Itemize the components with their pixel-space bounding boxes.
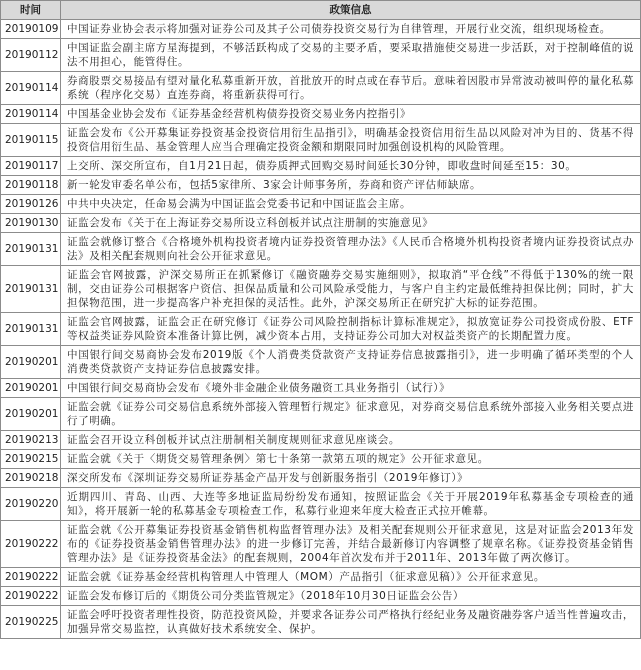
row-policy-text: 证监会发布《公开募集证券投资基金投资信用衍生品指引》，明确基金投资信用衍生品以风险对冲为目的、货基不得投资信用衍生品、基金管理人应当合理确定投资金额和期限同时加强创设机构的风险管理。	[61, 124, 641, 157]
row-policy-text: 证监会发布《关于在上海证券交易所设立科创板并试点注册制的实施意见》	[61, 214, 641, 233]
table-row	[1, 379, 641, 398]
row-policy-text: 深交所发布《深圳证券交易所证券基金产品开发与创新服务指引（2019年修订）》	[61, 469, 641, 488]
row-date: 20190218	[1, 469, 61, 488]
row-date: 20190222	[1, 587, 61, 606]
row-policy-text: 证监会官网披露，证监会正在研究修订《证券公司风险控制指标计算标准规定》，拟放宽证券公司投资成份股、ETF等权益类证券风险资本准备计算比例，减少资本占用，支持证券公司加大对权益类资产的长期配置力度。	[61, 313, 641, 346]
row-date: 20190117	[1, 157, 61, 176]
row-policy-text: 上交所、深交所宣布，自1月21日起，债券质押式回购交易时间延长30分钟，即收盘时间延至15：30。	[61, 157, 641, 176]
row-policy-text: 证监会就修订整合《合格境外机构投资者境内证券投资管理办法》《人民币合格境外机构投资者境内证券投资试点办法》及相关配套规则向社会公开征求意见。	[61, 233, 641, 266]
row-date: 20190130	[1, 214, 61, 233]
row-date: 20190109	[1, 20, 61, 39]
row-date: 20190131	[1, 233, 61, 266]
row-policy-text: 中国证监会副主席方星海提到，不够活跃构成了交易的主要矛盾，要采取措施使交易进一步活跃，对于控制峰值的说法不用担心，能管得住。	[61, 39, 641, 72]
row-date: 20190215	[1, 450, 61, 469]
row-date: 20190114	[1, 72, 61, 105]
row-policy-text: 新一轮发审委名单公布，包括5家律所、3家会计师事务所，券商和资产评估师缺席。	[61, 176, 641, 195]
table-row	[1, 233, 641, 266]
table-row	[1, 521, 641, 568]
table-row	[1, 105, 641, 124]
row-date: 20190112	[1, 39, 61, 72]
date-header: 时间	[1, 1, 61, 20]
row-date: 20190201	[1, 398, 61, 431]
table-row	[1, 157, 641, 176]
table-row	[1, 431, 641, 450]
row-policy-text: 中国基金业协会发布《证券基金经营机构债券投资交易业务内控指引》	[61, 105, 641, 124]
table-row	[1, 606, 641, 639]
row-date: 20190225	[1, 606, 61, 639]
table-row	[1, 587, 641, 606]
table-row	[1, 469, 641, 488]
table-row	[1, 450, 641, 469]
table-row	[1, 195, 641, 214]
row-policy-text: 中国证券业协会表示将加强对证券公司及其子公司债券投资交易行为自律管理，开展行业交流，组织现场检查。	[61, 20, 641, 39]
row-policy-text: 证监会就《证券基金经营机构管理人中管理人（MOM）产品指引（征求意见稿）》公开征求意见。	[61, 568, 641, 587]
row-date: 20190126	[1, 195, 61, 214]
row-date: 20190201	[1, 346, 61, 379]
row-date: 20190131	[1, 266, 61, 313]
row-date: 20190222	[1, 568, 61, 587]
table-row	[1, 568, 641, 587]
table-row	[1, 313, 641, 346]
row-policy-text: 证监会发布修订后的《期货公司分类监管规定》（2018年10月30日证监会公告）	[61, 587, 641, 606]
row-date: 20190115	[1, 124, 61, 157]
table-row	[1, 214, 641, 233]
row-policy-text: 券商股票交易接品有望对量化私募重新开放，首批放开的时点或在春节后。意味着因股市异常波动被叫停的量化私募系统（程序化交易）直连券商，将重新获得可行。	[61, 72, 641, 105]
row-date: 20190213	[1, 431, 61, 450]
table-row	[1, 20, 641, 39]
row-policy-text: 中国银行间交易商协会发布2019版《个人消费类贷款资产支持证券信息披露指引》，进一步明确了循环类型的个人消费类贷款资产支持证券信息披露安排。	[61, 346, 641, 379]
table-row	[1, 72, 641, 105]
header-row	[1, 1, 641, 20]
row-date: 20190201	[1, 379, 61, 398]
info-header: 政策信息	[61, 1, 641, 20]
table-row	[1, 266, 641, 313]
row-policy-text: 中共中央决定，任命易会满为中国证监会党委书记和中国证监会主席。	[61, 195, 641, 214]
row-policy-text: 证监会就《关于〈期货交易管理条例〉第七十条第一款第五项的规定》公开征求意见。	[61, 450, 641, 469]
table-row	[1, 488, 641, 521]
row-policy-text: 证监会就《证券公司交易信息系统外部接入管理暂行规定》征求意见，对券商交易信息系统外部接入业务相关要点进行了明确。	[61, 398, 641, 431]
row-date: 20190220	[1, 488, 61, 521]
table-row	[1, 39, 641, 72]
row-policy-text: 证监会就《公开募集证券投资基金销售机构监督管理办法》及相关配套规则公开征求意见，这是对证监会2013年发布的《证券投资基金销售管理办法》的进一步修订完善，并结合最新修订内容调整了规章名称。《证券投资基金销售管理办法》是《证券投资基金法》的配套规则，2004年首次发布并于2011年、2013年做了两次修订。	[61, 521, 641, 568]
row-date: 20190114	[1, 105, 61, 124]
table-row	[1, 398, 641, 431]
table-row	[1, 176, 641, 195]
row-policy-text: 中国银行间交易商协会发布《境外非金融企业债务融资工具业务指引（试行）》	[61, 379, 641, 398]
row-date: 20190118	[1, 176, 61, 195]
table-body	[1, 20, 641, 639]
row-policy-text: 证监会呼吁投资者理性投资，防范投资风险，并要求各证券公司严格执行经纪业务及融资融券客户适当性普遍攻击，加强异常交易监控，认真做好技术系统安全、保护。	[61, 606, 641, 639]
row-policy-text: 近期四川、青岛、山西、大连等多地证监局纷纷发布通知，按照证监会《关于开展2019年私募基金专项检查的通知》，将开展新一轮的私募基金专项检查工作，私募行业迎来年度大检查正式拉开帷幕。	[61, 488, 641, 521]
table-row	[1, 124, 641, 157]
row-date: 20190222	[1, 521, 61, 568]
row-policy-text: 证监会召开设立科创板并试点注册制相关制度规则征求意见座谈会。	[61, 431, 641, 450]
table-row	[1, 346, 641, 379]
row-date: 20190131	[1, 313, 61, 346]
row-policy-text: 证监会官网披露，沪深交易所正在抓紧修订《融资融券交易实施细则》，拟取消“平仓线”不得低于130%的统一限制，交由证券公司根据客户资信、担保品质量和公司风险承受能力，与客户自主约定最低维持担保比例；同时，扩大担保物范围，进一步提高客户补充担保的灵活性。此外，沪深交易所正在研究扩大标的证券范围。	[61, 266, 641, 313]
